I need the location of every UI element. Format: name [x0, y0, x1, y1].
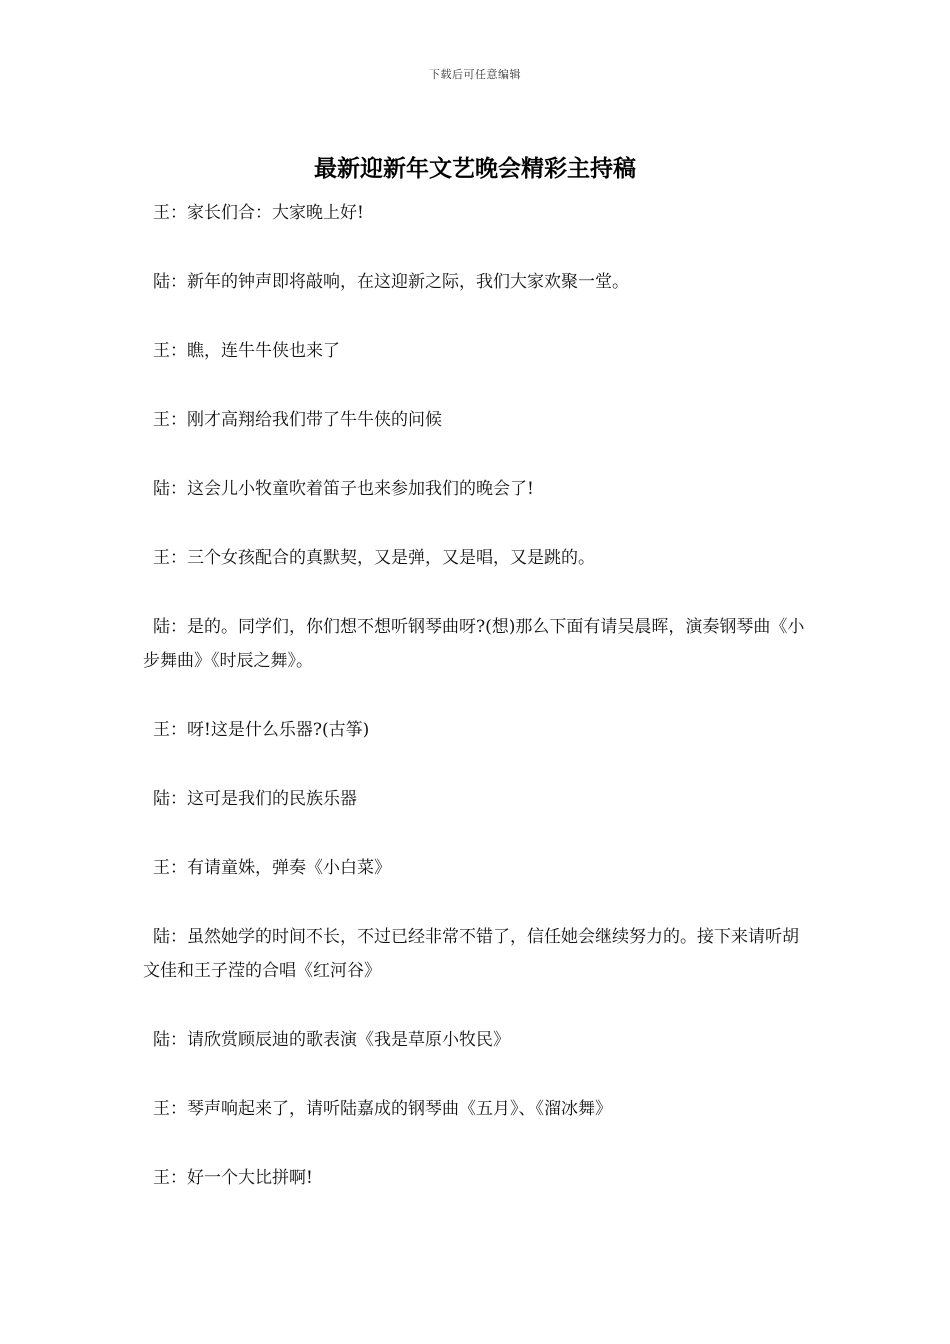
paragraph: 王：三个女孩配合的真默契，又是弹，又是唱，又是跳的。 [153, 548, 595, 568]
paragraph: 王：好一个大比拼啊! [153, 1168, 313, 1188]
document-body [143, 196, 808, 1230]
paragraph: 王：瞧，连牛牛侠也来了 [153, 341, 340, 361]
paragraph: 王：有请童姝，弹奏《小白菜》 [153, 858, 391, 878]
paragraph: 王：家长们合：大家晚上好! [153, 203, 364, 223]
paragraph: 王：呀!这是什么乐器?(古筝) [153, 720, 370, 740]
header-note: 下载后可任意编辑 [429, 68, 521, 81]
paragraph: 陆：新年的钟声即将敲响，在这迎新之际，我们大家欢聚一堂。 [153, 272, 629, 292]
paragraph: 陆：这可是我们的民族乐器 [153, 789, 357, 809]
paragraph: 陆：这会儿小牧童吹着笛子也来参加我们的晚会了! [153, 479, 534, 499]
document-title: 最新迎新年文艺晚会精彩主持稿 [314, 156, 636, 182]
paragraph: 陆：请欣赏顾辰迪的歌表演《我是草原小牧民》 [153, 1030, 510, 1050]
paragraph: 陆：是的。同学们，你们想不想听钢琴曲呀?(想)那么下面有请吴晨晖，演奏钢琴曲《小步舞曲》《时辰之舞》。 [143, 617, 805, 671]
paragraph: 王：琴声响起来了，请听陆嘉成的钢琴曲《五月》、《溜冰舞》 [153, 1099, 612, 1119]
paragraph: 陆：虽然她学的时间不长，不过已经非常不错了，信任她会继续努力的。接下来请听胡文佳和王子滢的合唱《红河谷》 [143, 927, 799, 981]
paragraph: 王：刚才高翔给我们带了牛牛侠的问候 [153, 410, 442, 430]
